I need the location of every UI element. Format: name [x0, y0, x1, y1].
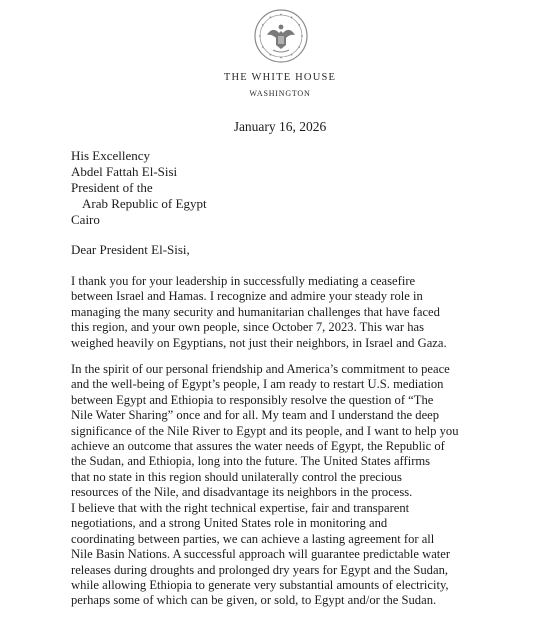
paragraph-line: managing the many security and humanitarian challenges that have faced: [71, 304, 440, 319]
paragraph-line: that no state in this region should unilaterally control the precious: [71, 469, 402, 484]
paragraph-line: weighed heavily on Egyptians, not just their neighbors, in Israel and Gaza.: [71, 335, 447, 350]
presidential-seal-icon: [253, 8, 309, 64]
paragraph-line: resources of the Nile, and disadvantage its neighbors in the process.: [71, 485, 413, 500]
paragraph-line: the Sudan, and Ethiopia, long into the future. The United States affirms: [71, 454, 431, 469]
paragraph-line: coordinating between parties, we can achieve a lasting agreement for all: [71, 531, 435, 546]
recipient-line: Arab Republic of Egypt: [82, 196, 207, 211]
paragraph-line: In the spirit of our personal friendship and America’s commitment to peace: [71, 362, 450, 376]
letterhead-title: THE WHITE HOUSE: [223, 72, 337, 83]
body-paragraph: [71, 362, 541, 501]
body-paragraph: [71, 501, 541, 609]
letter-date: January 16, 2026: [233, 119, 327, 134]
paragraph-line: I believe that with the right technical expertise, fair and transparent: [71, 501, 410, 515]
paragraph-line: Nile Basin Nations. A successful approach will guarantee predictable water: [71, 547, 451, 562]
paragraph-line: significance of the Nile River to Egypt and its people, and I want to help you: [71, 423, 459, 438]
paragraph-line: between Egypt and Ethiopia to responsibly resolve the question of “The: [71, 392, 434, 407]
paragraph-line: perhaps some of which can be given, or sold, to Egypt and/or the Sudan.: [71, 593, 437, 608]
paragraph-line: this region, and your own people, since October 7, 2023. This war has: [71, 320, 425, 335]
paragraph-line: releases during droughts and prolonged dry years for Egypt and the Sudan,: [71, 562, 449, 577]
paragraph-line: and the well-being of Egypt’s people, I am ready to restart U.S. mediation: [71, 377, 444, 392]
paragraph-line: Nile Water Sharing” once and for all. My team and I understand the deep: [71, 408, 440, 423]
recipient-line: Cairo: [71, 212, 100, 227]
paragraph-line: negotiations, and a strong United States role in monitoring and: [71, 516, 388, 531]
letterhead-subtitle: WASHINGTON: [249, 89, 311, 98]
paragraph-line: I thank you for your leadership in successfully mediating a ceasefire: [71, 274, 416, 288]
recipient-line: President of the: [71, 180, 153, 195]
paragraph-line: while allowing Ethiopia to generate very substantial amounts of electricity,: [71, 577, 449, 592]
paragraph-line: between Israel and Hamas. I recognize and admire your steady role in: [71, 289, 423, 304]
body-paragraph: [71, 274, 541, 351]
recipient-line: Abdel Fattah El-Sisi: [71, 164, 178, 179]
paragraph-line: achieve an outcome that assures the water needs of Egypt, the Republic of: [71, 438, 445, 453]
salutation: Dear President El-Sisi,: [71, 242, 190, 257]
recipient-line: His Excellency: [71, 148, 151, 163]
